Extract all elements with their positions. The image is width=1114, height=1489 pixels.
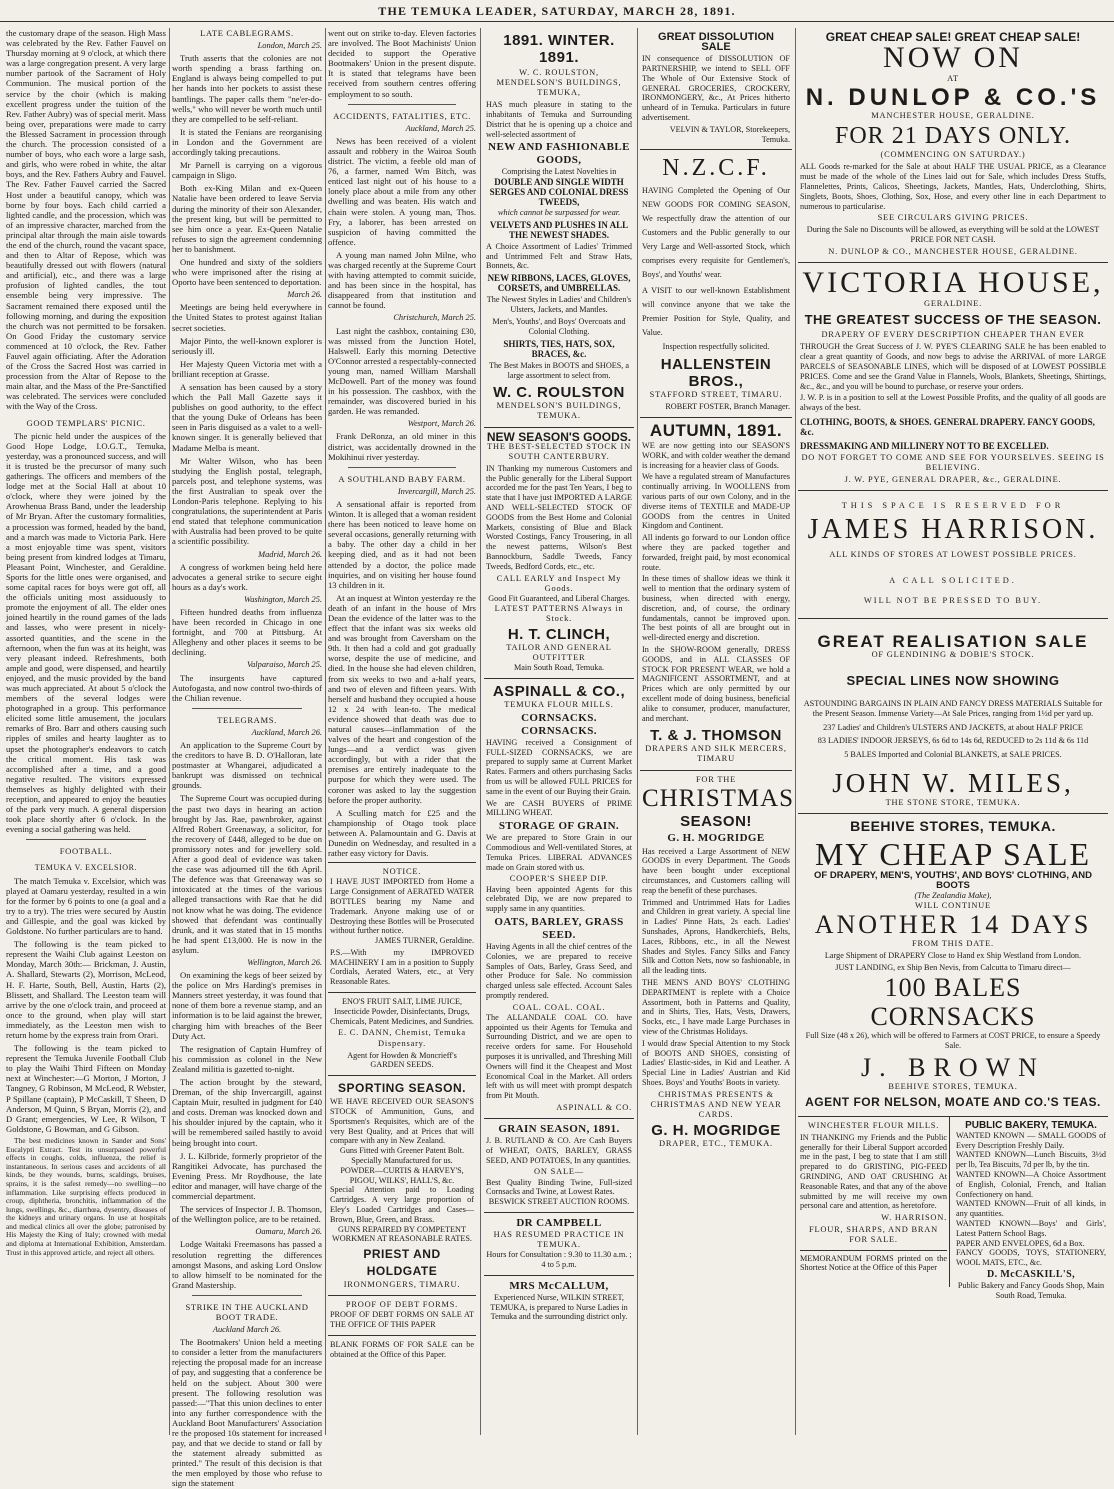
bakery-item: WANTED KNOWN—Lunch Biscuits, 3½d per lb, Tea Biscuits, 7d per lb, by the tin. xyxy=(956,1150,1106,1170)
victoria-signature: J. W. PYE, GENERAL DRAPER, &c., GERALDINE. xyxy=(844,475,1062,485)
beehive-fullsize: Full Size (48 x 26), which will be offered to Farmers at COST PRICE, to ensure a Speedy Sale. xyxy=(805,1031,1101,1050)
brown-name: J. BROWN xyxy=(861,1052,1045,1082)
news-item: At an inquest at Winton yesterday re the death of an infant in the house of Mrs Dean the evidence of the latter was to the effect that the infant was six weeks old and was brought from Caversham on the 9th. It then had a cold and got gradually worse, despite the use of medicine, and died. In the house she had eleven children, from six weeks to two and a-half years, and two of eleven and fifteen years. With herself and husband they occupied a house 12 x 24 with lean-to. The medical evidence showed that death was due to natural causes—inflammation of the valves of the heart and congestion of the lungs—and a verdict was given accordingly, but with a rider that the premises are entirely inadequate to the purpose for which they were used. The coroner was asked to lay the suggestion before the proper authority. xyxy=(328,592,476,805)
remedy-notice: The best medicines known in Sander and Sons' Eucalypti Extract. Test its unsurpassed powerful effects in coughs, colds, influenza, the relief is instantaneous. In serious cases and accidents of all kinds, be they wounds, burns, scaldings, bruises, sprains, it is the safest remedy—no swelling—no inflammation. Like surprising effects produced in croup, diphtheria, bronchitis, inflammation of the lungs, swellings, &c., diarrhœa, dysentry, diseases of the kidneys and urinary organs. In use at hospitals and medical clinics all over the globe; patronised by His Majesty the King of Italy; crowned with medal and diploma at International Exhibition, Amsterdam. Trust in this approved article, and reject all others. xyxy=(6,1135,166,1257)
picnic-article: The picnic held under the auspices of the Good Hope Lodge, I.O.G.T., Temuka, yesterday, was a pronounced success, and will it is trusted be the precursor of many such gatherings. The officers and members of the lodge met at the Social Hall at about 10 o'clock, where they were joined by the Arowhenua Brass Band, under the leadership of Mr Bryan. After the customary formalities, a procession was formed, headed by the band, and a march was made to Victoria Park. Here a most enjoyable time was spent, visitors being present from kindred lodges at Timaru, Pleasant Point, Winchester, and Geraldine. Sports for the little ones were organised, and some capital races for boys were got off, all the officials uniting most assiduously to promote the enjoyment of all. The elder ones joined heartily in the round games of the lads and lasses, who were present in nicely-assorted quantities, and the scene in the afternoon, when the fun was at its height, was very pleasant indeed. Refreshments, both ample and good, were dispensed, and heartily enjoyed, and the music provided by the band was much appreciated. At about 5 o'clock the members of the several lodges were photographed in a group. This performance elicited some little amusement, the joculars remarks of Bro. Barr and others causing such ripples of smiles and hearty laughter as to upset the photographer's endeavors to catch the critical moment. His task was accomplished after a time, and a good negative resulted. The visitors expressed themselves as highly delighted with their reception, and appeared to enjoy the beauties of the park very much. A general dispersion took place shortly after 6 o'clock. In the evening a social gathering was held. xyxy=(6,430,166,835)
dunlop-address: MANCHESTER HOUSE, GERALDINE. xyxy=(871,111,1035,121)
beehive-zealandia: (The Zealandia Make), xyxy=(914,891,992,901)
notice-ps: P.S.—With my IMPROVED MACHINERY I am in a position to Supply Cordials, Aerated Waters, etc., at Very Reasonable Rates. xyxy=(330,947,474,987)
masthead: THE TEMUKA LEADER, SATURDAY, MARCH 28, 1891. xyxy=(0,0,1114,22)
cable-item: A congress of workmen being held here advocates a general strike to secure eight hours as a day's work. xyxy=(172,561,322,592)
eno-agent: Agent for Howden & Moncrieff's GARDEN SEEDS. xyxy=(347,1050,457,1070)
autumn-paragraph: All indents go forward to our London office where they are packed together and forwarded, freight paid, by most economical route. xyxy=(642,533,790,572)
autumn-paragraph: In the SHOW-ROOM generally, DRESS GOODS, and in ALL CLASSES OF STOCK FOR PRESENT WEAR, we hold a MAGNIFICENT ASSORTMENT, and at Prices which are only permitted by our excellent mode of doing business, beneficial alike to consumer, producer, manufacturer, and merchant. xyxy=(642,644,790,723)
clinch-address: Main South Road, Temuka. xyxy=(513,662,604,672)
cornsacks-heading: CORNSACKS. CORNSACKS. xyxy=(521,711,597,737)
harrison-call: A CALL SOLICITED. xyxy=(889,575,1017,585)
autumn-paragraph: We have a regulated stream of Manufactures continually arriving. In WOOLLENS from various parts of our own Colony, and in the diverse items of TEXTILE and MADE-UP GOODS from the centres in United Kingdom and Continent. xyxy=(642,472,790,531)
coal-signature: ASPINALL & CO. xyxy=(556,1102,632,1112)
bakery-item: WANTED KNOWN—Boys' and Girls', Latest Pattern School Bags. xyxy=(956,1219,1106,1238)
waihi-article: The following is the team picked to represent the Waihi Club against Leeston on Monday, March 30th:— Brickman, J. Austin, A. Shallard, Stewarts (2), Morrison, McLeod, H. F. Harte, South, Bell, Austin, Harts (2), Blissett, and Shallard. The Leeston team will arrive by the one o'clock train, and proceed at once to the ground, when play will start immediately, as the Leeston men wish to return home by the express train from Orari. xyxy=(6,939,166,1040)
bakery-signature: D. McCASKILL'S, xyxy=(987,1269,1075,1281)
roulston-footer-address: MENDELSON'S BUILDINGS, TEMUKA. xyxy=(496,401,622,421)
aspinall-sub: TEMUKA FLOUR MILLS. xyxy=(504,699,614,709)
victoria-position: J. W. P. is in a position to sell at the Lowest Possible Profits, and the quality of all goods are always of the best. xyxy=(800,393,1106,413)
grain-footer: BESWICK STREET AUCTION ROOMS. xyxy=(488,1197,630,1207)
juniors-article: The following is the team picked to represent the Temuka Juvenile Football Club to play the Waihi Third Fifteen on Monday next at Winchester:—G Morton, J Morton, J Tangney, G Robinson, M McLeod, R Webster, P Spillane (captain), P McCaskill, T Sheen, D Anderson, M Quinn, S Bryan, Morris (2), and D Grant; emergencies, W Lee, R Wilson, T Goldstone, G Bowman, and G Gibson. xyxy=(6,1043,166,1134)
beehive-continue: WILL CONTINUE xyxy=(915,901,991,911)
victoria-greatest: THE GREATEST SUCCESS OF THE SEASON. xyxy=(804,312,1102,328)
harrison-name: JAMES HARRISON. xyxy=(807,513,1099,545)
accidents-heading: ACCIDENTS, FATALITIES, ETC. xyxy=(333,110,471,121)
campbell-heading: DR CAMPBELL xyxy=(516,1216,602,1229)
cornsacks-body: HAVING received a Consignment of FULL-SIZED CORNSACKS, we are prepared to supply same at Current Market Rates. Farmers and others purchasing Sacks from us will be allowed FULL PRICES for same in the event of our Buying their Grain. xyxy=(486,737,632,796)
roulston-ad xyxy=(484,28,634,428)
realisation-body: ASTOUNDING BARGAINS IN PLAIN AND FANCY DRESS MATERIALS Suitable for the Present Season. Immense Variety—At Sale Prices, ranging from 1½d per yard up. xyxy=(803,698,1103,718)
telegram-item: The action brought by the steward, Dreman, of the ship Invercargill, against Captain Muir, resulted in judgment for £40 and costs. Dreman was knocked down and his shoulder injured by the captain, who it will be remembered sailed hastily to avoid being brought into court. xyxy=(172,1077,322,1148)
column-rule xyxy=(637,28,638,1435)
autumn-paragraph: In these times of shallow ideas we think it well to mention that the ordinary system of business, when directed with energy, discretion, and, of course, the ordinary fundamentals, cannot be improved upon. The best points of all are brought out in well-directed energy and discretion. xyxy=(642,574,790,643)
cable-item: Mr Parnell is carrying on a vigorous campaign in Sligo. xyxy=(172,160,322,181)
dunlop-at: AT xyxy=(947,74,959,84)
roulston-item: The Newest Styles in Ladies' and Children's Ulsters, Jackets, and Mantles. xyxy=(486,295,632,315)
mogridge-paragraph: Trimmed and Untrimmed Hats for Ladies and Children in great variety. A special line in Ladies' Pinne Hats, 2s each. Ladies' Sunshades, Aprons, Handkerchiefs, Belts, Laces, Ribbons, etc., in all the Newest Shades and Styles. Fancy Silks and Fancy Silk and Cotton Nets, now so fashionable, in all the leading tints. xyxy=(642,897,790,976)
roulston-item: which cannot be surpassed for wear. xyxy=(497,207,621,217)
realisation-ad xyxy=(798,619,1108,814)
strike-article: The Bootmakers' Union held a meeting to consider a letter from the manufacturers rejecting the proposal made for an increase of pay, and suggesting that a conference be held on the subject. About 300 were present. The following resolution was passed:—"That this union declines to enter into any further correspondence with the Auckland Boot Manufacturers' Association re the proposed 10s statement for increased pay, and that we decide to stand or fall by the statement already submitted as printed." The result of this decision is that the men employed by those who refuse to sign the statement xyxy=(172,1337,322,1489)
column-6 xyxy=(798,28,1108,1435)
beehive-drapery-line: OF DRAPERY, MEN'S, YOUTHS', AND BOYS' CLOTHING, AND BOOTS xyxy=(814,870,1092,892)
grain-heading: GRAIN SEASON, 1891. xyxy=(498,1123,620,1136)
sporting-guns: Guns Fitted with Greener Patent Bolt. Specially Manufactured for us. xyxy=(339,1146,465,1166)
blank-forms-ad xyxy=(328,1336,476,1365)
clinch-name: H. T. CLINCH, xyxy=(507,625,611,643)
victoria-clothing: CLOTHING, BOOTS, & SHOES. GENERAL DRAPERY. FANCY GOODS, &c. xyxy=(800,416,1095,437)
telegram-item: Lodge Waitaki Freemasons has passed a resolution regretting the differences amongst Masons, and asking Lord Onslow to allow himself to be nominated for the Grand Mastership. xyxy=(172,1239,322,1290)
strike-continued: went out on strike to-day. Eleven factories are involved. The Boot Machinists' Union decided to support the Operative Bootmakers' Union in the present dispute. It is stated that telegrams have been received from southern centres offering employment to so south. xyxy=(328,28,476,99)
roulston-item: SHIRTS, TIES, HATS, SOX, BRACES, &c. xyxy=(503,338,615,359)
beehive-landing: JUST LANDING, ex Ship Ben Nevis, from Calcutta to Timaru direct— xyxy=(835,963,1071,973)
cable-item: Fifteen hundred deaths from influenza have been recorded in Chicago in one fortnight, and 700 at Pittsburg. At Allegheny and other places it seems to be declining. xyxy=(172,606,322,658)
miles-name: JOHN W. MILES, xyxy=(832,767,1074,798)
dateline: Auckland March 26. xyxy=(212,1325,282,1335)
grain-body: J. B. RUTLAND & CO. Are Cash Buyers of WHEAT, OATS, BARLEY, GRASS SEED, AND POTATOES, In any quantities. xyxy=(486,1136,632,1165)
dateline: Wellington, March 26. xyxy=(247,957,322,967)
dunlop-signature: N. DUNLOP & CO., MANCHESTER HOUSE, GERALDINE. xyxy=(828,247,1078,257)
winchester-ad xyxy=(798,1117,950,1287)
victoria-body: THROUGH the Great Success of J. W. PYE'S CLEARING SALE he has been enabled to clear a great quantity of Goods, and now begs to advise the ARRIVAL of more LARGE PARCELS of SEASONABLE LINES, which will be disposed of at LOWEST POSSIBLE PRICES. Come and see the Grand Value in Flannels, Wools, Blankets, Sheetings, Shirtings, &c., &c., and you will be bound to purchase, or reserve your orders. xyxy=(800,342,1106,391)
cable-item: Mr Walter Wilson, who has been studying the English postal, telegraph, parcels post, and telephone systems, was the first Australian to speak over the London-Paris telephone. Replying to his congratulations, the superintendent at Paris end stated that telephone communication with Australia had been proved to be quite a scientific possibility. xyxy=(172,455,322,547)
dunlop-discount: During the Sale no Discounts will be allowed, as everything will be sold at the LOWEST PRICE FOR NET CASH. xyxy=(806,225,1100,245)
bakery-item: WANTED KNOWN — SMALL GOODS of Every Description Freshly Daily. xyxy=(956,1130,1106,1150)
sporting-body: WE HAVE RECEIVED OUR SEASON'S STOCK of Ammunition, Guns, and Sportsmen's Requisites, which are of the very Best Quality, and at Prices that will compare with any in New Zealand. xyxy=(330,1097,474,1146)
column-1 xyxy=(6,28,166,1435)
divider xyxy=(348,104,456,105)
mccallum-body: Experienced Nurse, WILKIN STREET, TEMUKA, is prepared to Nurse Ladies in Temuka and the surrounding district only. xyxy=(490,1292,628,1322)
football-subheading: TEMUKA V. EXCELSIOR. xyxy=(34,862,138,872)
aspinall-name: ASPINALL & CO., xyxy=(492,682,626,700)
debt-heading: PROOF OF DEBT FORMS. xyxy=(345,1300,459,1310)
autumn-ad xyxy=(640,418,792,771)
hallenstein-heading: HALLENSTEIN BROS., xyxy=(660,356,772,391)
coal-body: The ALLANDALE COAL CO. have appointed us their Agents for Temuka and Surrounding District, and we are open to receive orders for same. For Household purposes it is unrivalled, and Threshing Mill Owners will find it the Cheapest and Most Economical Coal in the Market. All orders left with us will meet with prompt despatch from Pit Mouth. xyxy=(486,1012,632,1101)
oats-heading: OATS, BARLEY, GRASS SEED. xyxy=(494,915,624,941)
news-item: A Sculling match for £25 and the championship of Otago took place between A. Palamountain and G. Davis at Dunedin on Wednesday, and resulted in a rather easy victory for Davis. xyxy=(328,807,476,859)
cooper-heading: COOPER'S SHEEP DIP. xyxy=(509,874,609,884)
telegrams-heading: TELEGRAMS. xyxy=(217,714,277,725)
dateline: Westport, March 26. xyxy=(407,419,476,429)
beehive-bales: 100 BALES CORNSACKS xyxy=(870,973,1036,1032)
dateline: Auckland, March 25. xyxy=(405,123,476,133)
column-4 xyxy=(484,28,634,1435)
winchester-heading: WINCHESTER FLOUR MILLS. xyxy=(807,1120,940,1130)
realisation-heading: GREAT REALISATION SALE xyxy=(817,631,1089,651)
oats-body: Having Agents in all the chief centres of the Colonies, we are prepared to receive Samples of Oats, Barley, Grass Seed, and other Produce for Sale. No commission charged unless sale effected. Account Sales promptly rendered. xyxy=(486,941,632,1000)
notice-signature: JAMES TURNER, Geraldine. xyxy=(374,936,474,946)
sporting-repair: GUNS REPAIRED BY COMPETENT WORKMEN AT REASONABLE RATES. xyxy=(332,1224,472,1244)
telegram-item: The services of Inspector J. B. Thomson, of the Wellington police, are to be retained. xyxy=(172,1204,322,1225)
beehive-date: FROM THIS DATE. xyxy=(912,939,994,949)
divider xyxy=(192,1295,302,1296)
cable-item: A sensation has been caused by a story which the Pall Mall Gazette says it publishes on good authority, to the effect that the young Duke of Orleans has been seen in Paris disguised as a valet to a well-known singer. It is generally believed that Madame Melba is meant. xyxy=(172,382,322,453)
new-season-sub: THE BEST-SELECTED STOCK IN SOUTH CANTERBURY. xyxy=(487,441,631,461)
grain-on-sale: ON SALE— xyxy=(534,1167,584,1177)
cable-item: Both ex-King Milan and ex-Queen Natalie have been ordered to leave Servia during the minority of their son Alexander, the present king, but will be permitted to see him once a year. Ex-Queen Natalie refuses to sign the agreement condemning her to banishment. xyxy=(172,183,322,254)
football-heading: FOOTBALL. xyxy=(59,846,113,857)
column-3 xyxy=(328,28,476,1435)
thomson-sub: DRAPERS AND SILK MERCERS, xyxy=(645,744,787,754)
mogridge-name: G. H. MOGRIDGE xyxy=(667,831,765,844)
priest-sub: IRONMONGERS, TIMARU. xyxy=(343,1280,461,1290)
dateline: Valparaiso, March 25. xyxy=(246,660,322,670)
cables-heading: LATE CABLEGRAMS. xyxy=(200,28,294,38)
victoria-house-ad xyxy=(798,263,1108,491)
cable-item: Her Majesty Queen Victoria met with a brilliant reception at Grasse. xyxy=(172,358,322,379)
debt-forms-ad xyxy=(328,1296,476,1336)
storage-heading: STORAGE OF GRAIN. xyxy=(498,820,620,833)
news-item: News has been received of a violent assault and robbery in the Wairoa South district. The victim, a feeble old man of 76, a farmer, named Wm Bitch, was enticed last night out of his house to a lonely place about a mile from any other dwelling and was beaten. His watch and chain were stolen. A young man, Thos. Fry, a laborer, has been arrested on suspicion of having committed the offence. xyxy=(328,135,476,247)
clinch-sub: TAILOR AND GENERAL OUTFITTER xyxy=(506,642,612,662)
storage-body: We are prepared to Store Grain in our Commodious and Well-ventilated Stores, at Temuka Prices. LIBERAL ADVANCES made on Grain stored with us. xyxy=(486,833,632,872)
harrison-pre: THIS SPACE IS RESERVED FOR xyxy=(841,501,1065,511)
roulston-item: Men's, Youths', and Boys' Overcoats and Colonial Clothing. xyxy=(492,317,626,336)
christmas-pre: FOR THE xyxy=(695,774,737,784)
mogridge-ad xyxy=(640,771,795,1155)
hallenstein-sub: STAFFORD STREET, TIMARU. xyxy=(649,390,783,400)
winter-heading: 1891. WINTER. 1891. xyxy=(503,32,615,66)
beehive-heading: BEEHIVE STORES, TEMUKA. xyxy=(850,818,1056,835)
thomson-town: TIMARU xyxy=(697,754,735,764)
autumn-paragraph: WE are now getting into our SEASON'S WORK, and with colder weather the demand is increasing for a heavier class of Goods. xyxy=(642,441,791,470)
autumn-heading: AUTUMN, 1891. xyxy=(649,421,783,441)
column-rule xyxy=(480,28,481,1435)
blank-body: BLANK FORMS OF FOR SALE can be obtained at the Office of this Paper. xyxy=(330,1339,474,1359)
special-lines: SPECIAL LINES NOW SHOWING xyxy=(846,672,1060,688)
dunlop-ad xyxy=(798,28,1108,263)
mccallum-ad xyxy=(484,1276,634,1327)
dunlop-name: N. DUNLOP & CO.'S xyxy=(805,84,1101,112)
column-2 xyxy=(172,28,322,1489)
eno-body: ENO'S FRUIT SALT, LIME JUICE, Insecticide Powder, Disinfectants, Drugs, Chemicals, Patent Medicines, and Sundries. xyxy=(330,997,474,1026)
dateline: March 26. xyxy=(287,290,322,300)
cable-item: Meetings are being held everywhere in the United States to protest against Italian secret societies. xyxy=(172,302,322,333)
notice-heading: NOTICE. xyxy=(382,867,422,877)
realisation-jerseys: 83 LADIES' INDOOR JERSEYS, 6s 6d to 14s 6d, REDUCED to 2s 11d & 6s 11d xyxy=(817,736,1089,746)
harrison-press: WILL NOT BE PRESSED TO BUY. xyxy=(863,595,1043,605)
roulston-body: HAS much pleasure in stating to the inhabitants of Temuka and Surrounding District that he is opening up a choice and well-selected assortment of xyxy=(486,100,632,139)
brown-sub: BEEHIVE STORES, TEMUKA. xyxy=(888,1081,1018,1091)
new-season-latest: LATEST PATTERNS Always in Stock. xyxy=(494,603,624,623)
telegram-item: The Supreme Court was occupied during the past two days in hearing an action brought by Jas. Rae, pawnbroker, against Alfred Robert Greenaway, a solicitor, for the recovery of £448, alleged to be due on promissory notes and for jewellery sold. After a good deal of evidence was taken the case was adjourned till the 6th April. The defence was that Greenaway was so intoxicated at the times of the various alleged transactions with Rae that he did not know what he was doing. The evidence showed that defendant was continually drunk, and it was stated that in 15 months he had spent £13,000. He is now in the asylum. xyxy=(172,793,322,955)
bottom-row xyxy=(798,1117,1108,1300)
new-season-heading: NEW SEASON'S GOODS. xyxy=(486,429,632,444)
roulston-item: VELVETS AND PLUSHES IN ALL THE NEWEST SHADES. xyxy=(489,219,629,240)
telegram-item: On examining the kegs of beer seized by the police on Mrs Harding's premises in Manners street yesterday, it was found that none of them bore a revenue stamp, and an information is to be laid against the brewer, charging him with breaches of the Beer Duty Act. xyxy=(172,970,322,1041)
new-season-ad xyxy=(484,428,634,679)
beehive-another-days: ANOTHER 14 DAYS xyxy=(814,910,1092,940)
dunlop-commencing: (COMMENCING ON SATURDAY.) xyxy=(880,150,1026,160)
divider xyxy=(348,467,456,468)
cornsacks-cash: We are CASH BUYERS of PRIME MILLING WHEAT. xyxy=(486,798,632,818)
mogridge-paragraph: THE MEN'S AND BOYS' CLOTHING DEPARTMENT is replete with a Choice Assortment, both in Patterns and Quality, and in Shirts, Ties, Hats, Vests, Drawers, Socks, etc., I have made Large Purchases in view of the Christmas Holidays. xyxy=(642,978,790,1036)
news-item: Frank DeRonza, an old miner in this district, was accidentally drowned in the Mokihinui river yesterday. xyxy=(328,431,476,462)
column-rule xyxy=(325,28,326,1435)
dateline: Washington, March 25. xyxy=(243,594,322,604)
notice-ad xyxy=(328,862,476,993)
new-season-body: IN Thanking my numerous Customers and the Public generally for the Liberal Support accorded me for the past Ten Years, I beg to state that I have just IMPORTED A LARGE AND WELL-SELECTED STOCK OF GOODS from the Best Home and Colonial Markets, consisting of Blue and Black Worsted Costings, Fancy Trousering, in all the newest patterns, Wilson's Best Bannockburn, Saddle Tweeds, Fancy Tweeds, Bedford Cords, etc., etc. xyxy=(486,463,632,571)
eno-signature: E. C. DANN, Chemist, Temuka Dispensary. xyxy=(338,1028,466,1048)
column-rule xyxy=(795,28,796,1435)
debt-body: PROOF OF DEBT FORMS ON SALE AT THE OFFICE OF THIS PAPER xyxy=(330,1310,474,1330)
miles-sub: THE STONE STORE, TEMUKA. xyxy=(885,797,1021,807)
victoria-heading: VICTORIA HOUSE, xyxy=(802,266,1104,300)
strike-heading: STRIKE IN THE AUCKLAND BOOT TRADE. xyxy=(185,1301,309,1322)
divider xyxy=(26,839,146,840)
dunlop-body: ALL Goods re-marked for the Sale at about HALF THE USUAL PRICE, as a Clearance must be made of the whole of the Lines laid out for Sale, which includes Dress Stuffs, Flannelettes, Prints, Calicos, Sheetings, Jackets, Mantles, Hats, Underclothing, Shirts, Singlets, Boots, Shoes, Clothing, Sox, Hose, and every other line in each Department to numerous to particularise. xyxy=(800,162,1106,211)
victoria-drapery: DRAPERY OF EVERY DESCRIPTION CHEAPER THAN EVER xyxy=(821,330,1085,340)
dateline: Madrid, March 26. xyxy=(258,549,322,559)
victoria-town: GERALDINE. xyxy=(923,299,982,309)
divider xyxy=(192,708,302,709)
bakery-item: FANCY GOODS, TOYS, STATIONERY, WOOL MATS, ETC., &c. xyxy=(956,1248,1106,1268)
dateline: London, March 25. xyxy=(257,41,322,51)
realisation-sub: OF GLENDINING & DOBIE'S STOCK. xyxy=(871,649,1035,659)
memo-forms: MEMORANDUM FORMS printed on the Shortest Notice at the Office of this Paper xyxy=(800,1250,947,1274)
sporting-attention: Special Attention paid to Loading Cartridges. A very large proportion of Eley's Loaded Cartridges and Cases—Brown, Blue, Green, and Brass. xyxy=(330,1185,474,1224)
aspinall-ad xyxy=(484,679,634,1119)
grain-ad xyxy=(484,1119,634,1213)
cable-item: Truth asserts that the colonies are not worth spending a brass farthing on. England is always being compelled to put her hands into her pockets to assist these bantlings. The paper calls them "ne'er-do-wells," who will never be worth much until they are compelled to be self-reliant. xyxy=(172,53,322,124)
mogridge-christmas: CHRISTMAS PRESENTS & CHRISTMAS AND NEW YEAR CARDS. xyxy=(650,1089,782,1119)
roulston-item: A Choice Assortment of Ladies' Trimmed and Untrimmed Felt and Straw Hats, Bonnets, &c. xyxy=(486,241,632,271)
dissolution-heading: GREAT DISSOLUTION SALE xyxy=(658,31,774,54)
column-5 xyxy=(640,28,795,1435)
dateline: Invercargill, March 25. xyxy=(397,486,476,496)
roulston-footer-name: W. C. ROULSTON xyxy=(493,384,625,402)
nzcf-ad xyxy=(640,150,792,418)
new-season-call: CALL EARLY and Inspect My Goods. xyxy=(496,573,622,593)
dunlop-circulars: SEE CIRCULARS GIVING PRICES. xyxy=(877,213,1029,223)
christmas-heading: CHRISTMAS xyxy=(642,784,795,812)
realisation-bales: 5 BALES Imported and Colonial BLANKETS, at SALE PRICES. xyxy=(844,750,1062,760)
bakery-signature-sub: Public Bakery and Fancy Goods Shop, Main South Road, Temuka. xyxy=(957,1281,1105,1300)
mogridge-footer: G. H. MOGRIDGE xyxy=(651,1122,781,1140)
dissolution-ad xyxy=(640,28,792,150)
grain-sale-body: Best Quality Binding Twine, Full-sized Cornsacks and Twine, at Lowest Rates. xyxy=(486,1177,632,1197)
cooper-body: Having been appointed Agents for this celebrated Dip, we are now prepared to supply same in any quantities. xyxy=(486,884,632,914)
mogridge-footer-sub: DRAPER, ETC., TEMUKA. xyxy=(659,1139,773,1149)
brown-agent: AGENT FOR NELSON, MOATE AND CO.'S TEAS. xyxy=(805,1094,1101,1109)
mogridge-paragraph: I would draw Special Attention to my Stock of BOOTS AND SHOES, consisting of Ladies' Elastic-sides, in Kid and Leather. A Special Line in Ladies' Austrian and Kid Shoes. Boys' and Youths' Boots in variety. xyxy=(642,1038,790,1087)
victoria-forget: DO NOT FORGET TO COME AND SEE FOR YOURSELVES. SEEING IS BELIEVING. xyxy=(801,453,1105,473)
dissolution-signature: VELVIN & TAYLOR, Storekeepers, Temuka. xyxy=(669,124,790,144)
bakery-item: WANTED KNOWN—Fruit of all kinds, in any quantities. xyxy=(956,1199,1106,1219)
beehive-cheap-sale: MY CHEAP SALE xyxy=(814,836,1092,873)
bakery-heading: PUBLIC BAKERY, TEMUKA. xyxy=(965,1119,1097,1131)
hallenstein-signature: ROBERT FOSTER, Branch Manager. xyxy=(665,402,790,412)
mccallum-heading: MRS McCALLUM, xyxy=(509,1279,609,1292)
news-item: A sensational affair is reported from Winton. It is alleged that a woman resident there has been noticed to leave home on several occasions, generally returning with a baby. The other day a child in her keeping died, and as it had not been attended by a doctor, the police made inquiries, and on visiting her house found 13 children in it. xyxy=(328,498,476,590)
roulston-address: MENDELSON'S BUILDINGS, TEMUKA, xyxy=(496,78,622,98)
picnic-heading: GOOD TEMPLARS' PICNIC. xyxy=(26,417,146,428)
priest-heading: PRIEST AND HOLDGATE xyxy=(363,1247,441,1279)
dunlop-days: FOR 21 DAYS ONLY. xyxy=(835,123,1071,150)
news-item: Last night the cashbox, containing £30, was missed from the Junction Hotel, Halswell. Early this morning Detective O'Connor arrested a respectably-connected young man, named William Marshall McDowell. Part of the money was found in his possession. The cashbox, with the remainder, was discovered buried in his garden. He was remanded. xyxy=(328,325,476,417)
cable-item: One hundred and sixty of the soldiers who were imprisoned after the rising at Oporto have been sentenced to deportation. xyxy=(172,256,322,288)
football-article: The match Temuka v. Excelsior, which was played at Oamaru yesterday, resulted in a win for the former by 6 points to one (a goal and a try to a try). The tries were secured by Austin and Gillespie, and the goal was kicked by Goldstone. No further particulars are to hand. xyxy=(6,875,166,937)
cable-item: Major Pinto, the well-known explorer is seriously ill. xyxy=(172,335,322,356)
winchester-flour: FLOUR, SHARPS, AND BRAN FOR SALE. xyxy=(809,1225,938,1245)
cable-item: It is stated the Fenians are reorganising in London and the Government are accordingly taking precautions. xyxy=(172,126,322,158)
eno-ad xyxy=(328,993,476,1076)
baby-farm-heading: A SOUTHLAND BABY FARM. xyxy=(338,473,466,484)
cable-item: The insurgents have captured Autofogasta, and now control two-thirds of the Chilian revenue. xyxy=(172,672,322,703)
nzcf-visit: A VISIT to our well-known Establishment will convince anyone that we take the Premier Position for Style, Quality, and Value. xyxy=(642,286,790,338)
news-item: A young man named John Milne, who was charged recently at the Supreme Court with having attempted to commit suicide, and has been since in the hospital, has disappeared from that institution and cannot be found. xyxy=(328,249,476,311)
roulston-item: DOUBLE AND SINGLE WIDTH SERGES AND COLONIAL DRESS TWEEDS, xyxy=(489,177,629,208)
thomson-name: T. & J. THOMSON xyxy=(650,727,782,745)
christmas-sub: SEASON! xyxy=(680,812,752,830)
roulston-name: W. C. ROULSTON, xyxy=(519,68,599,77)
dateline: Oamaru, March 26. xyxy=(255,1227,322,1237)
telegram-item: The resignation of Captain Humfrey of his commission as colonel in the New Zealand militia is gazetted to-night. xyxy=(172,1043,322,1074)
campbell-body: HAS RESUMED PRACTICE IN TEMUKA. xyxy=(493,1229,625,1250)
dateline: Christchurch, March 25. xyxy=(393,313,476,323)
roulston-item: Comprising the Latest Novelties in xyxy=(501,167,617,177)
sporting-heading: SPORTING SEASON. xyxy=(337,1081,467,1096)
telegram-item: An application to the Supreme Court by the creditors to have B. D. O'Halloran, late postmaster at Whangarei, adjudicated a bankrupt was dismissed on technical grounds. xyxy=(172,740,322,791)
winchester-signature: W. HARRISON. xyxy=(881,1213,947,1223)
telegram-item: J. L. Kilbride, formerly proprietor of the Rangitikei Advocate, has purchased the Evening Press. Mr Roydhouse, the late editor and manager, will have charge of the commercial department. xyxy=(172,1150,322,1202)
bakery-ad xyxy=(954,1117,1108,1300)
dunlop-top: GREAT CHEAP SALE! GREAT CHEAP SALE! xyxy=(825,30,1081,44)
beehive-shipment: Large Shipment of DRAPERY Close to Hand ex Ship Westland from London. xyxy=(824,951,1082,961)
nzcf-inspect: Inspection respectfully solicited. xyxy=(662,342,770,352)
bakery-item: WANTED KNOWN—A Choice Assortment of English, Colonial, French, and Italian Confectionery on hand. xyxy=(956,1170,1106,1199)
sporting-ad xyxy=(328,1076,476,1296)
campbell-ad xyxy=(484,1213,634,1276)
new-season-fit: Good Fit Guaranteed, and Liberal Charges. xyxy=(488,593,630,603)
church-article: the customary drape of the season. High Mass was celebrated by the Rev. Father Fauvel on Thursday morning at 9 o'clock, at which there was a large congregation present. A very large number partook of the Sacrament of Holy Communion. The musical portion of the service by the choir (which is making excellent progress under the tuition of the Rev. Father Aubry) was of special merit. Mass being over, preparations were made to carry the Blessed Sacrament in procession through the church. The procession consisted of a number of boys, who each wore a large sash, and girls, who were robed in white, the altar boys, and the Rev. Fathers Aubry and Fauvel. The Rev. Father Fauvel carried the Sacred Host under a beautiful canopy, which was borne by four boys. Each child carried a lighted candle, and the procession, which was of an impressive character, marched from the principal altar through the main aisle towards the end of the church, round the vacant space, and then to Altar of Repose, which was beautifully dressed out with flowers (natural and artificial), etc., and there was a large profusion of lighted candles, the tout ensemble being very impressive. The Sacrament remained there exposed until the following morning, and during the exposition the church was not permitted to be forsaken. On Good Friday the customary service commenced at 10 o'clock, the Rev. Father Fauvel again officiating. After the Adoration of the Cross the Sacred Host was carried in procession from the Altar of Repose to the main altar, and the Mass of the Pre-Sanctified was celebrated. The services were concluded with the Way of the Cross. xyxy=(6,28,166,412)
roulston-new-goods: NEW AND FASHIONABLE GOODS, xyxy=(488,141,630,167)
notice-body: I HAVE JUST IMPORTED from Home a Large Consignment of AERATED WATER BOTTLES bearing my Name and Trademark. Anyone making use of or Destroying these Bottles will be Prosecuted without further notice. xyxy=(330,877,474,936)
campbell-hours: Hours for Consultation : 9.30 to 11.30 a.m. ; 4 to 5 p.m. xyxy=(486,1250,632,1269)
roulston-item: NEW RIBBONS, LACES, GLOVES, CORSETS, and UMBRELLAS. xyxy=(487,273,631,294)
victoria-dressmaking: DRESSMAKING AND MILLINERY NOT TO BE EXCELLED. xyxy=(800,441,1049,452)
beehive-ad xyxy=(798,814,1108,1117)
bakery-item: PAPER AND ENVELOPES, 6d a Box. xyxy=(956,1238,1085,1248)
dissolution-body: IN consequence of DISSOLUTION OF PARTNERSHIP, we intend to SELL OFF The Whole of Our Extensive Stock of GENERAL GROCERIES, CROCKERY, IRONMONGERY, &c., At Prices hitherto unheard of in Temuka. Particulars in future advertisement. xyxy=(642,54,790,122)
roulston-item: The Best Makes in BOOTS and SHOES, a large assortment to select from. xyxy=(488,360,630,380)
sporting-powder: POWDER—CURTIS & HARVEY'S, PIGOU, WILKS', HALL'S, &c. xyxy=(340,1165,464,1185)
dateline: Auckland, March 26. xyxy=(251,727,322,737)
nzcf-body: HAVING Completed the Opening of Our NEW GOODS FOR COMING SEASON, We respectfully draw the attention of our Customers and the Public generally to our Very Large and Well-assorted Stock, which comprises every requisite for Gentlemen's, Boys', and Youths' wear. xyxy=(642,186,790,280)
harrison-ad xyxy=(798,491,1108,618)
mogridge-paragraph: Has received a Large Assortment of NEW GOODS in every Department. The Goods have been bought under exceptional circumstances, and Customers calling will reap the benefit of these purchases. xyxy=(642,846,790,895)
column-rule xyxy=(169,28,170,1435)
coal-heading: COAL. COAL. COAL. xyxy=(512,1002,606,1012)
nzcf-heading: N.Z.C.F. xyxy=(662,155,770,182)
harrison-sub: ALL KINDS OF STORES AT LOWEST POSSIBLE PRICES. xyxy=(829,549,1077,559)
winchester-body: IN THANKING my Friends and the Public generally for their Liberal Support accorded me in the past, I beg to state that I am still prepared to do GRISTING, PIG-FEED GRINDING, AND OAT CRUSHING At Reasonable Rates, and that any of the above submitted by me will receive my own personal care and attention, as heretofore. xyxy=(800,1132,947,1211)
realisation-ulsters: 237 Ladies' and Children's ULSTERS AND JACKETS, at about HALF PRICE xyxy=(823,722,1083,732)
dunlop-now-on: NOW ON xyxy=(883,41,1023,75)
